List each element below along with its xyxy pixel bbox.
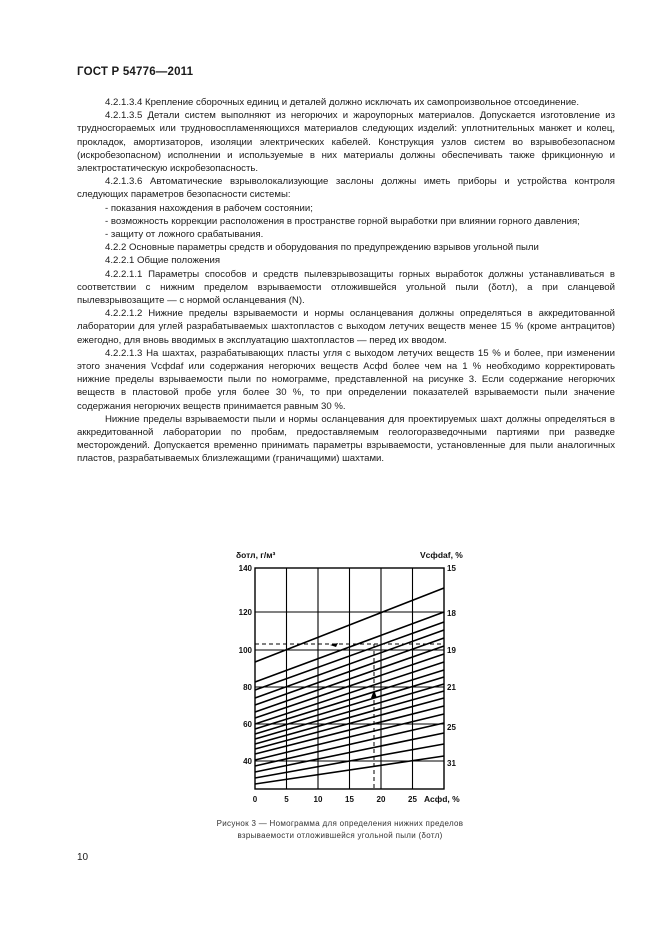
paragraph-4-2-1-3-4: 4.2.1.3.4 Крепление сборочных единиц и деталей должно исключать их самопроизвольное отсоединение. bbox=[105, 97, 580, 108]
right-tick: 25 bbox=[447, 723, 456, 732]
right-tick-labels bbox=[447, 564, 456, 768]
bottom-tick: 25 bbox=[408, 795, 417, 804]
right-tick: 31 bbox=[447, 759, 456, 768]
right-tick: 19 bbox=[447, 646, 456, 655]
left-tick-labels bbox=[239, 564, 253, 766]
paragraph-4-2-1-3-5: 4.2.1.3.5 Детали систем выполняют из негорючих и жароупорных материалов. Допускается изготовление из трудносгораемых или трудновоспламеняющихся материалов следующих изделий: уплотнительных манжет и колец, прокладок, амортизаторов, изоляции электрических кабелей. Конструкция узлов систем во взрывобезопасном (искробезопасном) исполнении и используемые в них материалы должны обеспечивать также фрикционную и электростатическую искробезопасность. bbox=[77, 110, 615, 175]
left-tick: 140 bbox=[238, 564, 252, 573]
bottom-tick: 15 bbox=[345, 795, 354, 804]
left-tick: 40 bbox=[243, 757, 252, 766]
paragraph-4-2-2-1-2: 4.2.2.1.2 Нижние пределы взрываемости и нормы осланцевания должны определяться в аккредитованной лаборатории для углей разрабатываемых шахтопластов с выходом летучих веществ менее 15 % (кроме антрацитов) ежегодно, для вновь вводимых в эксплуатацию шахтопластов — перед их вводом. bbox=[77, 308, 615, 346]
figure-caption bbox=[150, 818, 530, 842]
page-number: 10 bbox=[77, 852, 89, 863]
list-item-false-trigger: - защиту от ложного срабатывания. bbox=[105, 229, 264, 241]
left-tick: 100 bbox=[238, 646, 252, 655]
left-axis-title: δотл, г/м³ bbox=[236, 550, 276, 560]
paragraph-4-2-1-3-6: 4.2.1.3.6 Автоматические взрыволокализующие заслоны должны иметь приборы и устройства контроля следующих параметров безопасности системы: bbox=[77, 176, 615, 201]
right-tick: 15 bbox=[447, 564, 456, 573]
document-body bbox=[77, 96, 615, 466]
left-tick: 120 bbox=[238, 608, 252, 617]
bottom-tick-labels bbox=[253, 795, 418, 804]
document-header: ГОСТ Р 54776—2011 bbox=[77, 66, 194, 78]
right-tick: 21 bbox=[447, 683, 456, 692]
bottom-tick: 10 bbox=[313, 795, 323, 804]
list-item-position-correction: - возможность коррекции расположения в пространстве горной выработки при влиянии горного давления; bbox=[105, 215, 580, 227]
paragraph-4-2-2-1-3: 4.2.2.1.3 На шахтах, разрабатывающих пласты угля с выходом летучих веществ 15 % и более, при изменении этого значения Vсфdaf или содержания негорючих веществ Асфd более чем на 1 % необходимо корректировать нижние пределы взрываемости пыли по номограмме, представленной на рисунке 3. Если содержание негорючих веществ в пластовой пробе угля более 30 %, то при определении показателей взрываемости пыли значение содержания негорючих веществ принимается равным 30 %. bbox=[77, 347, 615, 412]
nomogram-svg bbox=[222, 540, 472, 815]
right-axis-title: Vсфdaf, % bbox=[420, 550, 463, 560]
bottom-axis-title: Асфd, % bbox=[424, 794, 460, 804]
bottom-tick: 20 bbox=[376, 795, 386, 804]
left-tick: 60 bbox=[243, 720, 252, 729]
bottom-tick: 0 bbox=[252, 795, 258, 804]
list-item-working-state: - показания нахождения в рабочем состоянии; bbox=[105, 202, 313, 214]
figure-caption-line-1: Рисунок 3 — Номограмма для определения нижних пределов bbox=[216, 819, 464, 828]
section-4-2-2-heading: 4.2.2 Основные параметры средств и оборудования по предупреждению взрывов угольной пыли bbox=[105, 242, 539, 254]
right-tick: 18 bbox=[447, 609, 456, 618]
bottom-tick: 5 bbox=[284, 795, 289, 804]
section-4-2-2-1-heading: 4.2.2.1 Общие положения bbox=[105, 255, 221, 267]
figure-caption-line-2: взрываемости отложившейся угольной пыли (δотл) bbox=[237, 831, 443, 840]
left-tick: 80 bbox=[243, 683, 252, 692]
paragraph-design-mines: Нижние пределы взрываемости пыли и нормы осланцевания для проектируемых шахт должны определяться в аккредитованной лаборатории по пробам, предоставляемым геологоразведочными партиями при разведке месторождений. Допускается временно принимать параметры взрываемости, установленные для пыли аналогичных пластов, разрабатываемых близлежащими (граничащими) шахтами. bbox=[77, 413, 615, 465]
nomogram-figure bbox=[222, 540, 472, 815]
paragraph-4-2-2-1-1: 4.2.2.1.1 Параметры способов и средств пылевзрывозащиты горных выработок должны устанавливаться в соответствии с нижним пределом взрываемости отложившейся угольной пыли (δотл), а при сланцевой пылевзрывозащите — с нормой осланцевания (N). bbox=[77, 268, 615, 307]
